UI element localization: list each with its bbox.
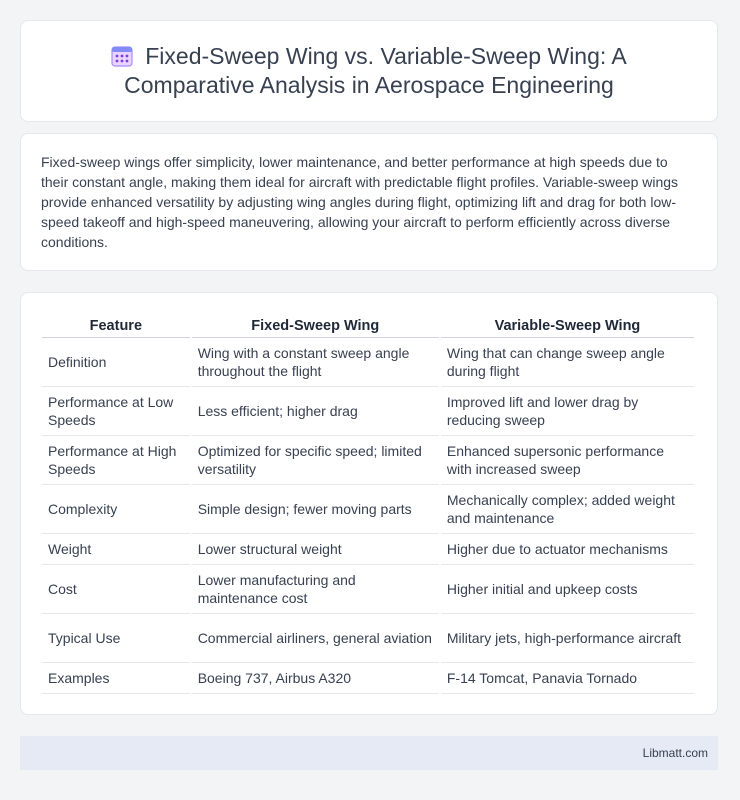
cell-feature: Performance at High Speeds [42, 436, 190, 485]
page-title [111, 42, 627, 100]
table-row [42, 565, 694, 614]
cell-feature: Complexity [42, 485, 190, 534]
summary-text: Fixed-sweep wings offer simplicity, lower maintenance, and better performance at high speeds due to their constant angle, making them ideal for aircraft with predictable flight profiles. Variable-sweep wings provide enhanced versatility by adjusting wing angles during flight, optimizing lift and drag for both low-speed takeoff and high-speed maneuvering, allowing your aircraft to perform efficiently across diverse conditions. [41, 154, 679, 250]
cell-fixed: Lower manufacturing and maintenance cost [192, 565, 439, 614]
cell-feature: Typical Use [42, 614, 190, 663]
footer [20, 736, 718, 770]
cell-feature: Performance at Low Speeds [42, 387, 190, 436]
table-header-row [42, 315, 694, 338]
cell-fixed: Simple design; fewer moving parts [192, 485, 439, 534]
cell-fixed: Boeing 737, Airbus A320 [192, 663, 439, 694]
table-row [42, 387, 694, 436]
table-row [42, 436, 694, 485]
table-row [42, 485, 694, 534]
footer-brand-link[interactable]: Libmatt.com [642, 746, 708, 760]
comparison-table-card [20, 292, 718, 715]
cell-variable: Wing that can change sweep angle during flight [441, 338, 694, 387]
header-variable-sweep: Variable-Sweep Wing [441, 315, 694, 338]
table-row [42, 663, 694, 694]
cell-fixed: Optimized for specific speed; limited versatility [192, 436, 439, 485]
cell-variable: F-14 Tomcat, Panavia Tornado [441, 663, 694, 694]
cell-variable: Improved lift and lower drag by reducing sweep [441, 387, 694, 436]
summary-card [20, 133, 718, 271]
cell-feature: Cost [42, 565, 190, 614]
table-row [42, 534, 694, 565]
cell-fixed: Less efficient; higher drag [192, 387, 439, 436]
cell-fixed: Commercial airliners, general aviation [192, 614, 439, 663]
cell-feature: Examples [42, 663, 190, 694]
cell-variable: Higher due to actuator mechanisms [441, 534, 694, 565]
header-fixed-sweep: Fixed-Sweep Wing [192, 315, 439, 338]
header-feature: Feature [42, 315, 190, 338]
cell-fixed: Wing with a constant sweep angle throughout the flight [192, 338, 439, 387]
cell-feature: Weight [42, 534, 190, 565]
cell-variable: Military jets, high-performance aircraft [441, 614, 694, 663]
table-row [42, 614, 694, 663]
cell-variable: Enhanced supersonic performance with increased sweep [441, 436, 694, 485]
calendar-grid-icon [111, 45, 133, 67]
cell-variable: Mechanically complex; added weight and maintenance [441, 485, 694, 534]
cell-feature: Definition [42, 338, 190, 387]
comparison-table [40, 315, 696, 694]
cell-fixed: Lower structural weight [192, 534, 439, 565]
table-row [42, 338, 694, 387]
title-card [20, 20, 718, 122]
title-line-2: Comparative Analysis in Aerospace Engineering [124, 72, 614, 98]
cell-variable: Higher initial and upkeep costs [441, 565, 694, 614]
title-line-1: Fixed-Sweep Wing vs. Variable-Sweep Wing: A [145, 43, 627, 69]
